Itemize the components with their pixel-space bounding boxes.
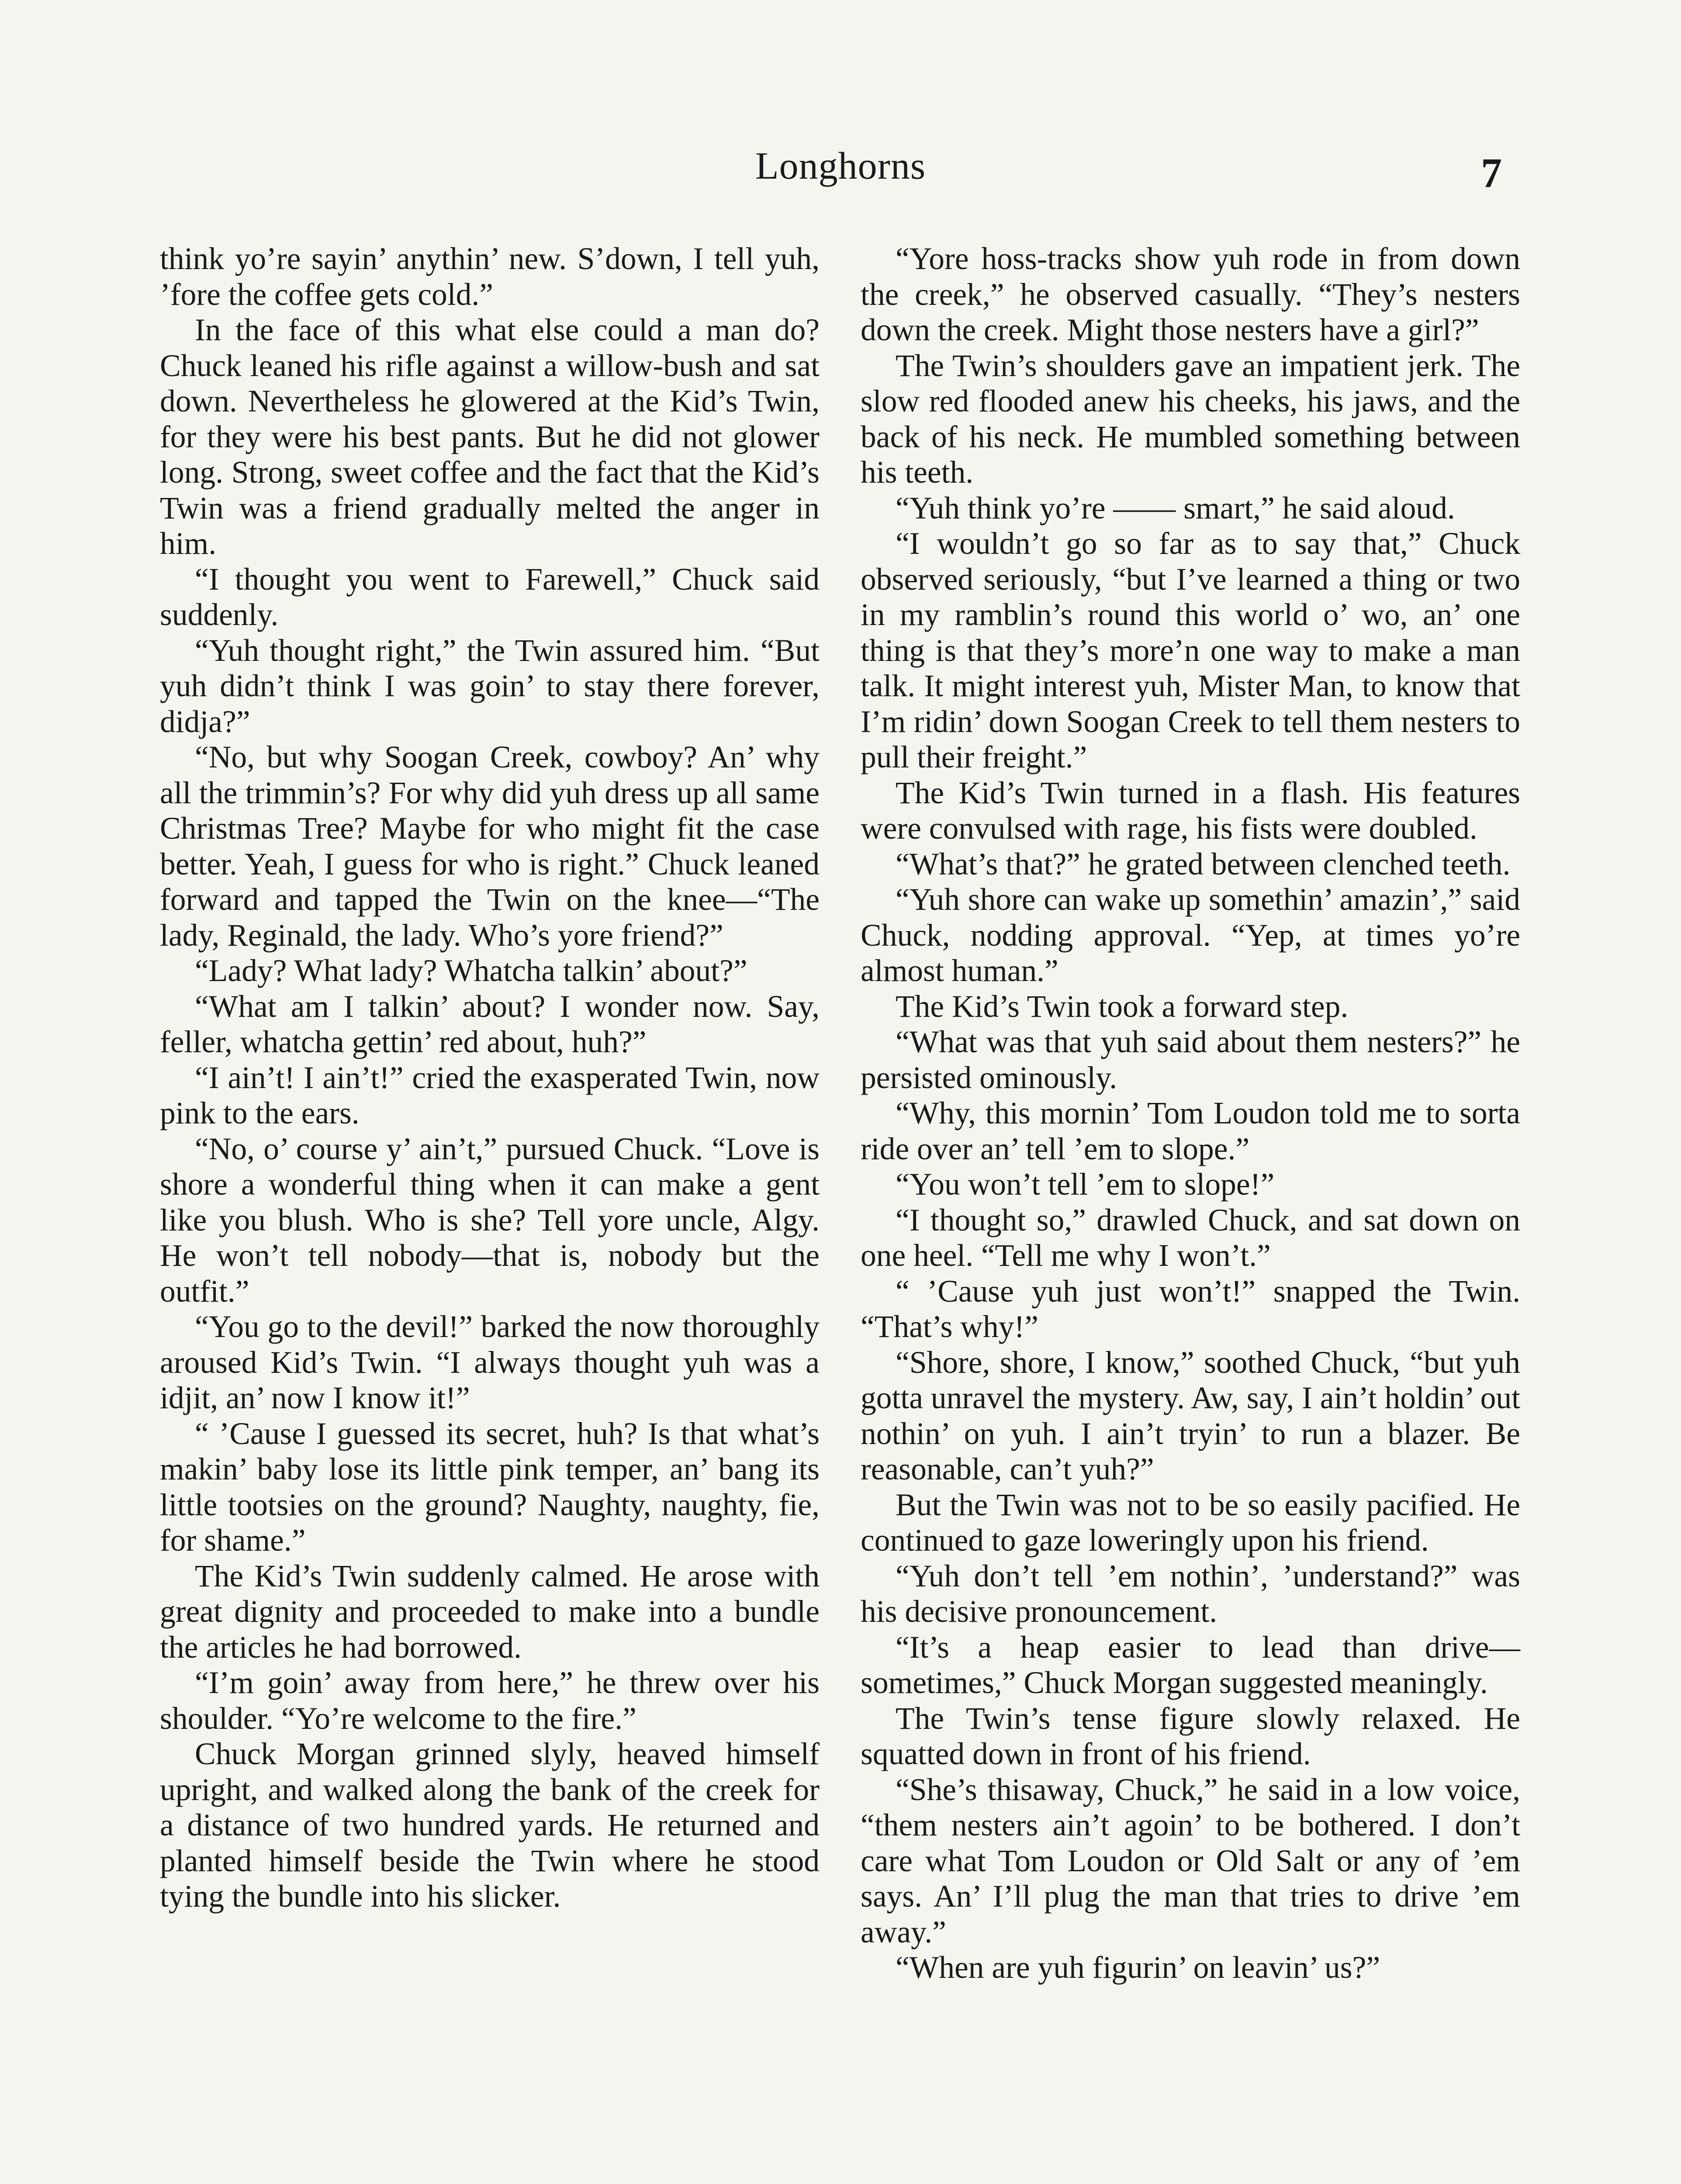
paragraph: “What am I talkin’ about? I wonder now. Say, feller, whatcha gettin’ red about, huh?” [160, 989, 820, 1059]
paragraph: But the Twin was not to be so easily pacified. He continued to gaze loweringly upon his friend. [861, 1487, 1520, 1558]
left-column [160, 241, 820, 1914]
paragraph: “I thought you went to Farewell,” Chuck said suddenly. [160, 562, 820, 632]
page-number: 7 [1481, 149, 1502, 196]
paragraph: “I’m goin’ away from here,” he threw over his shoulder. “Yo’re welcome to the fire.” [160, 1666, 820, 1736]
paragraph: “Yuh don’t tell ’em nothin’, ’understand?” was his decisive pronouncement. [861, 1559, 1520, 1629]
paragraph: “What was that yuh said about them nesters?” he persisted ominously. [861, 1025, 1520, 1095]
paragraph: think yo’re sayin’ anythin’ new. S’down, I tell yuh, ’fore the coffee gets cold.” [160, 242, 820, 312]
paragraph: “ ’Cause yuh just won’t!” snapped the Twin. “That’s why!” [861, 1274, 1520, 1344]
paragraph: “What’s that?” he grated between clenched teeth. [896, 847, 1511, 881]
paragraph: The Twin’s tense figure slowly relaxed. He squatted down in front of his friend. [861, 1701, 1520, 1771]
paragraph: “When are yuh figurin’ on leavin’ us?” [896, 1950, 1380, 1985]
paragraph: “No, o’ course y’ ain’t,” pursued Chuck. “Love is shore a wonderful thing when it can make a gent like you blush. Who is she? Tell yore uncle, Algy. He won’t tell nobody—that is, nobody but the outfit.” [160, 1131, 820, 1309]
paragraph: “It’s a heap easier to lead than drive—sometimes,” Chuck Morgan suggested meaningly. [861, 1630, 1520, 1700]
paragraph: “Yore hoss-tracks show yuh rode in from down the creek,” he observed casually. “They’s nesters down the creek. Might those nesters have a girl?” [861, 242, 1520, 347]
paragraph: “Why, this mornin’ Tom Loudon told me to sorta ride over an’ tell ’em to slope.” [861, 1096, 1520, 1166]
paragraph: The Kid’s Twin took a forward step. [896, 989, 1349, 1024]
paragraph: “No, but why Soogan Creek, cowboy? An’ why all the trimmin’s? For why did yuh dress up all same Christmas Tree? Maybe for who might fit the case better. Yeah, I guess for who is right.” Chuck leaned forward and tapped the Twin on the knee—“The lady, Reginald, the lady. Who’s yore friend?” [160, 740, 820, 953]
page-title: Longhorns [755, 145, 926, 187]
paragraph: “ ’Cause I guessed its secret, huh? Is that what’s makin’ baby lose its little pink temper, an’ bang its little tootsies on the ground? Naughty, naughty, fie, for shame.” [160, 1416, 820, 1558]
paragraph: The Twin’s shoulders gave an impatient jerk. The slow red flooded anew his cheeks, his jaws, and the back of his neck. He mumbled something between his teeth. [861, 348, 1520, 490]
paragraph: “Yuh think yo’re —— smart,” he said aloud. [896, 491, 1455, 525]
paragraph: “You won’t tell ’em to slope!” [896, 1167, 1275, 1202]
right-column [861, 241, 1520, 1986]
paragraph: “Lady? What lady? Whatcha talkin’ about?” [195, 954, 747, 988]
paragraph: “She’s thisaway, Chuck,” he said in a low voice, “them nesters ain’t agoin’ to be bothered. I don’t care what Tom Loudon or Old Salt or any of ’em says. An’ I’ll plug the man that tries to drive ’em away.” [861, 1772, 1520, 1949]
paragraph: “Yuh thought right,” the Twin assured him. “But yuh didn’t think I was goin’ to stay there forever, didja?” [160, 633, 820, 739]
paragraph: Chuck Morgan grinned slyly, heaved himself upright, and walked along the bank of the creek for a distance of two hundred yards. He returned and planted himself beside the Twin where he stood tying the bundle into his slicker. [160, 1737, 820, 1914]
paragraph: “I ain’t! I ain’t!” cried the exasperated Twin, now pink to the ears. [160, 1060, 820, 1130]
paragraph: The Kid’s Twin turned in a flash. His features were convulsed with rage, his fists were doubled. [861, 775, 1520, 846]
paragraph: “You go to the devil!” barked the now thoroughly aroused Kid’s Twin. “I always thought yuh was a idjit, an’ now I know it!” [160, 1310, 820, 1415]
paragraph: “Yuh shore can wake up somethin’ amazin’,” said Chuck, nodding approval. “Yep, at times yo’re almost human.” [861, 882, 1520, 988]
paragraph: “I thought so,” drawled Chuck, and sat down on one heel. “Tell me why I won’t.” [861, 1203, 1520, 1273]
paragraph: “Shore, shore, I know,” soothed Chuck, “but yuh gotta unravel the mystery. Aw, say, I ain’t holdin’ out nothin’ on yuh. I ain’t tryin’ to run a blazer. Be reasonable, can’t yuh?” [861, 1345, 1520, 1486]
paragraph: In the face of this what else could a man do? Chuck leaned his rifle against a willow-bush and sat down. Nevertheless he glowered at the Kid’s Twin, for they were his best pants. But he did not glower long. Strong, sweet coffee and the fact that the Kid’s Twin was a friend gradually melted the anger in him. [160, 313, 820, 561]
paragraph: “I wouldn’t go so far as to say that,” Chuck observed seriously, “but I’ve learned a thing or two in my ramblin’s round this world o’ wo, an’ one thing is that they’s more’n one way to make a man talk. It might interest yuh, Mister Man, to know that I’m ridin’ down Soogan Creek to tell them nesters to pull their freight.” [861, 526, 1520, 774]
paragraph: The Kid’s Twin suddenly calmed. He arose with great dignity and proceeded to make into a bundle the articles he had borrowed. [160, 1559, 820, 1665]
